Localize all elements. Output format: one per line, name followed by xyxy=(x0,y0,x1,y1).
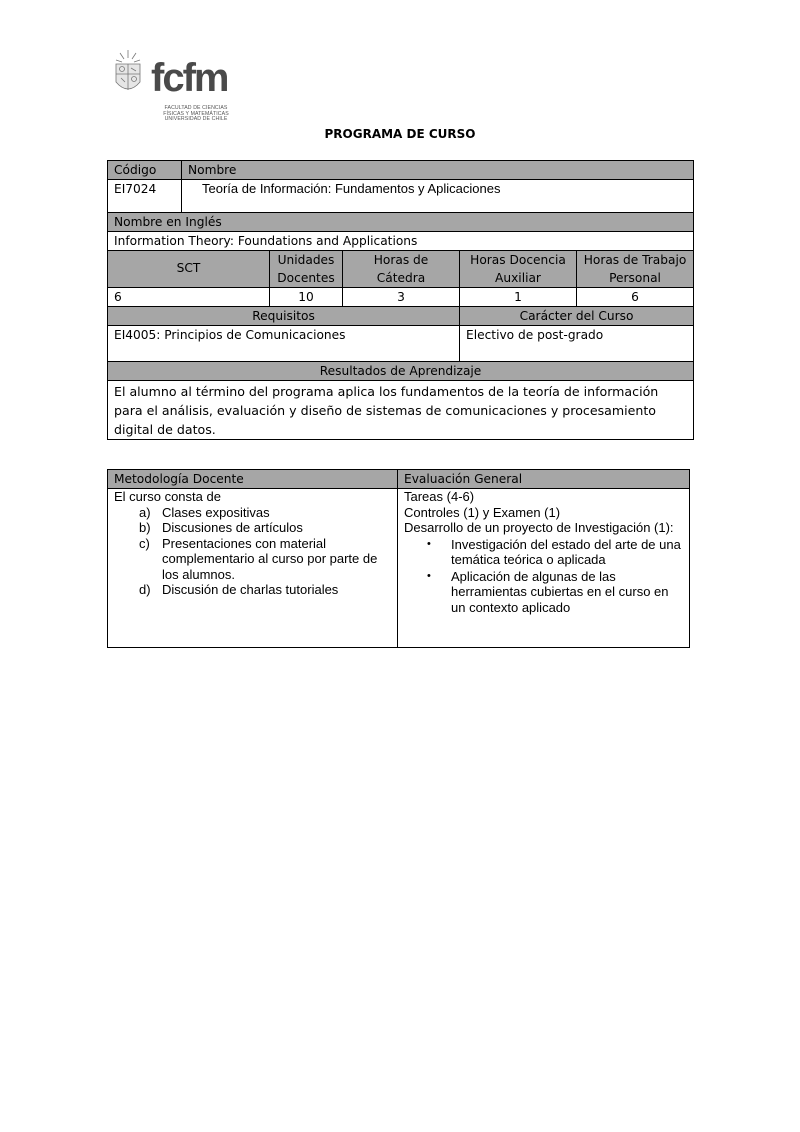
page-title: PROGRAMA DE CURSO xyxy=(324,127,476,141)
list-item: • Investigación del estado del arte de una temática teórica o aplicada xyxy=(404,537,683,568)
evaluation-line: Tareas (4-6) xyxy=(404,489,475,504)
name-header: Nombre xyxy=(182,161,694,180)
list-item: • Aplicación de algunas de las herramientas cubiertas en el curso en un contexto aplicado xyxy=(404,569,683,616)
outcomes-header: Resultados de Aprendizaje xyxy=(108,362,694,381)
evaluation-bullets xyxy=(404,537,683,616)
english-name-header: Nombre en Inglés xyxy=(108,213,694,232)
bullet-icon: • xyxy=(427,569,431,582)
work-hours-value: 6 xyxy=(577,288,694,307)
units-value: 10 xyxy=(270,288,343,307)
aux-hours-value: 1 xyxy=(460,288,577,307)
methodology-intro: El curso consta de xyxy=(114,489,221,504)
logo-wordmark: fcfm xyxy=(151,56,228,100)
character-header: Carácter del Curso xyxy=(460,307,694,326)
english-name: Information Theory: Foundations and Applications xyxy=(108,232,694,251)
work-hours-header: Horas de Trabajo Personal xyxy=(577,251,694,288)
list-item: d) Discusión de charlas tutoriales xyxy=(139,582,339,597)
outcomes-text: El alumno al término del programa aplica los fundamentos de la teoría de información para el análisis, evaluación y diseño de sistemas de comunicaciones y procesamiento digital de datos. xyxy=(108,381,694,440)
methodology-list xyxy=(114,505,391,598)
requirements-value: EI4005: Principios de Comunicaciones xyxy=(108,326,460,362)
evaluation-header: Evaluación General xyxy=(398,470,690,489)
requirements-header: Requisitos xyxy=(108,307,460,326)
methodology-evaluation-table xyxy=(107,469,690,648)
logo-subtitle: FACULTAD DE CIENCIAS FÍSICAS Y MATEMÁTICAS UNIVERSIDAD DE CHILE xyxy=(163,105,229,123)
methodology-cell xyxy=(108,489,398,648)
units-header: Unidades Docentes xyxy=(270,251,343,288)
class-hours-header: Horas de Cátedra xyxy=(343,251,460,288)
evaluation-cell xyxy=(398,489,690,648)
list-item: c) Presentaciones con material complementario al curso por parte de los alumnos. xyxy=(139,535,378,582)
evaluation-line: Controles (1) y Examen (1) xyxy=(404,504,561,520)
list-item: a) Clases expositivas xyxy=(139,504,270,520)
aux-hours-header: Horas Docencia Auxiliar xyxy=(460,251,577,288)
sct-value: 6 xyxy=(108,288,270,307)
course-code: EI7024 xyxy=(108,180,182,213)
list-item: b) Discusiones de artículos xyxy=(139,520,303,535)
course-info-table xyxy=(107,160,694,440)
sct-header: SCT xyxy=(108,251,270,288)
bullet-icon: • xyxy=(427,537,431,550)
evaluation-line: Desarrollo de un proyecto de Investigación (1): xyxy=(404,520,674,535)
code-header: Código xyxy=(108,161,182,180)
methodology-header: Metodología Docente xyxy=(108,470,398,489)
class-hours-value: 3 xyxy=(343,288,460,307)
character-value: Electivo de post-grado xyxy=(460,326,694,362)
course-name: Teoría de Información: Fundamentos y Aplicaciones xyxy=(182,180,694,213)
